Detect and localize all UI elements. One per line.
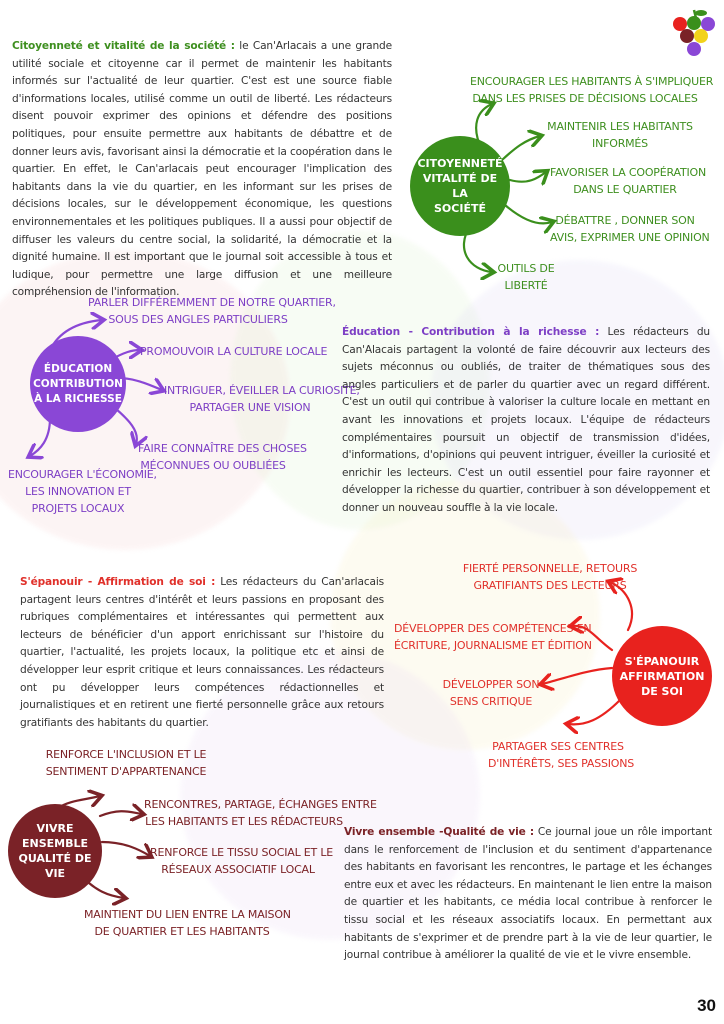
- vivre-body: Ce journal joue un rôle important dans le renforcement de l'inclusion et du sentiment d'appartenance des habitants en favorisant les rencontres, le partage et les échanges entre eux et avec les rédacteurs. En maintenant le lien entre la maison de quartier et les habitants, ce média local contribue à renforcer le tissu social et les réseaux associatifs locaux. En permettant aux habitants de s'exprimer et de prendre part à la vie de leur quartier, le journal contribue à améliorer la qualité de vie et le vivre ensemble.: [344, 826, 712, 962]
- label-line: LES INNOVATION ET: [25, 485, 131, 498]
- education-label-economie: [8, 466, 157, 517]
- education-label-culture: [140, 343, 328, 360]
- label-line: PARTAGER UNE VISION: [189, 401, 311, 414]
- education-label-faire-connaitre: [138, 440, 307, 474]
- label-line: RENFORCE L'INCLUSION ET LE: [45, 748, 207, 761]
- citoyennete-label-debattre: [550, 212, 710, 246]
- grapes-logo-icon: [668, 6, 720, 62]
- citoyennete-label-outils: [486, 260, 566, 294]
- vivre-circle-line: VIVRE: [36, 822, 74, 835]
- citoyennete-label-impliquer: [470, 73, 714, 107]
- epanouir-label-critique: [436, 676, 546, 710]
- vivre-circle: [8, 804, 102, 898]
- label-line: LES HABITANTS ET LES RÉDACTEURS: [145, 815, 343, 828]
- citoyennete-circle-line: CITOYENNETÉ: [417, 157, 503, 170]
- citoyennete-body: le Can'Arlacais a une grande utilité sociale et citoyenne car il permet de maintenir les habitants informés sur l'actualité de leur quartier. C'est est une source fiable d'informations locales, utilisé comme un outil de liberté. Les rédacteurs disent pouvoir exprimer des opinions et défendre des positions politiques, pour ensuite permettre aux habitants de débattre et de donner leurs avis, favorisant ainsi la démocratie et la coopération dans le quartier. En effet, le Can'arlacais peut encourager l'implication des habitants dans la vie du quartier, en les informant sur les prises de décisions locales, sur le développement économique, les questions environnementales et les politiques publiques. Il a aussi pour objectif de diffuser les valeurs du centre social, la solidarité, la démocratie et la dignité humaine. Il est important que le journal soit accessible à tous et ludique, pour permettre une large diffusion et une meilleure compréhension de l'information.: [12, 40, 392, 299]
- education-label-intriguer: [164, 382, 360, 416]
- education-circle-line: ÉDUCATION: [43, 362, 113, 375]
- epanouir-label-fierte: [452, 560, 648, 594]
- label-line: LIBERTÉ: [504, 279, 548, 292]
- epanouir-circle: [612, 626, 712, 726]
- education-circle: [30, 336, 126, 432]
- label-line: RENCONTRES, PARTAGE, ÉCHANGES ENTRE: [144, 798, 377, 811]
- vivre-label-lien: [84, 906, 291, 940]
- education-paragraph: [342, 324, 710, 518]
- label-line: DANS LES PRISES DE DÉCISIONS LOCALES: [472, 92, 698, 105]
- vivre-paragraph: [344, 824, 712, 965]
- label-line: INFORMÉS: [592, 137, 648, 150]
- label-line: SENS CRITIQUE: [449, 695, 533, 708]
- citoyennete-circle-line: SOCIÉTÉ: [434, 202, 486, 215]
- epanouir-circle-line: S'ÉPANOUIR: [624, 654, 700, 668]
- page-number: 30: [697, 996, 716, 1015]
- education-body: Les rédacteurs du Can'Alacais partagent la volonté de faire découvrir aux lecteurs des sujets méconnus ou oubliés, de traiter de thématiques sous des angles particuliers et de parler du quartier avec un regard différent. C'est un outil qui contribue à valoriser la culture locale en mettant en avant les innovations et projets locaux. L'équipe de rédacteurs complémentaires poursuit un objectif de transmission d'idées, d'informations, d'opinions qui peuvent intriguer, éveiller la curiosité et enrichir les lecteurs. C'est un outil essentiel pour faire rayonner et développer la richesse du quartier, contribuer à son développement et donner un nouveau souffle à la vie locale.: [342, 326, 710, 514]
- education-circle-line: CONTRIBUTION: [33, 377, 123, 390]
- vivre-circle-line: ENSEMBLE: [21, 837, 88, 850]
- vivre-circle-line: VIE: [44, 867, 66, 880]
- education-circle-line: À LA RICHESSE: [34, 392, 122, 405]
- label-line: PROJETS LOCAUX: [31, 502, 125, 515]
- label-line: OUTILS DE: [497, 262, 555, 275]
- label-line: ÉCRITURE, JOURNALISME ET ÉDITION: [394, 639, 592, 652]
- citoyennete-circle: [410, 136, 510, 236]
- label-line: DÉVELOPPER SON: [442, 678, 540, 691]
- label-line: DÉBATTRE , DONNER SON: [555, 214, 695, 227]
- label-line: AVIS, EXPRIMER UNE OPINION: [550, 231, 710, 244]
- epanouir-circle-line: AFFIRMATION: [619, 669, 705, 683]
- epanouir-lead: S'épanouir - Affirmation de soi :: [20, 576, 216, 588]
- label-line: FIERTÉ PERSONNELLE, RETOURS: [462, 562, 638, 575]
- citoyennete-paragraph: [12, 38, 392, 302]
- label-line: FAVORISER LA COOPÉRATION: [550, 166, 706, 179]
- education-lead: Éducation - Contribution à la richesse :: [342, 326, 600, 338]
- epanouir-label-competences: [394, 620, 592, 654]
- label-line: MAINTIENT DU LIEN ENTRE LA MAISON: [84, 908, 291, 921]
- citoyennete-label-cooperation: [550, 164, 706, 198]
- label-line: DE QUARTIER ET LES HABITANTS: [94, 925, 270, 938]
- label-line: ENCOURAGER LES HABITANTS À S'IMPLIQUER: [470, 75, 714, 88]
- epanouir-body: Les rédacteurs du Can'arlacais partagent leurs centres d'intérêt et leurs passions en proposant des rubriques complémentaires et intéressantes qui permettent aux lecteurs de bénéficier d'un apport enrichissant sur l'histoire du quartier, l'actualité, les projets locaux, la politique etc et ainsi de développer leur esprit critique et leurs connaissances. Les rédacteurs ont pu développer leurs compétences rédactionnelles et journalistiques et en retirent une fierté personnelle grâce aux retours gratifiants des habitants du quartier.: [20, 576, 384, 729]
- label-line: RENFORCE LE TISSU SOCIAL ET LE: [150, 846, 334, 859]
- label-line: SOUS DES ANGLES PARTICULIERS: [108, 313, 288, 326]
- vivre-lead: Vivre ensemble -Qualité de vie :: [344, 826, 534, 838]
- label-line: DÉVELOPPER DES COMPÉTENCES EN: [394, 622, 592, 635]
- epanouir-label-partager: [488, 738, 635, 772]
- vivre-circle-line: QUALITÉ DE: [18, 852, 92, 865]
- label-line: D'INTÉRÊTS, SES PASSIONS: [488, 757, 635, 770]
- vivre-label-rencontres: [144, 796, 377, 830]
- label-line: SENTIMENT D'APPARTENANCE: [45, 765, 207, 778]
- citoyennete-label-informes: [540, 118, 700, 152]
- label-line: DANS LE QUARTIER: [573, 183, 677, 196]
- label-line: MÉCONNUES OU OUBLIÉES: [140, 459, 286, 472]
- label-line: MAINTENIR LES HABITANTS: [547, 120, 693, 133]
- label-line: INTRIGUER, ÉVEILLER LA CURIOSITÉ,: [164, 384, 360, 397]
- label-line: GRATIFIANTS DES LECTEURS: [473, 579, 627, 592]
- label-line: RÉSEAUX ASSOCIATIF LOCAL: [161, 863, 315, 876]
- epanouir-paragraph: [20, 574, 384, 732]
- citoyennete-circle-line: VITALITÉ DE LA: [422, 172, 498, 200]
- vivre-label-inclusion: [44, 746, 208, 780]
- label-line: ENCOURAGER L'ÉCONOMIE,: [8, 468, 157, 481]
- citoyennete-lead: Citoyenneté et vitalité de la société :: [12, 40, 235, 52]
- vivre-label-tissu: [150, 844, 334, 878]
- label-line: PARLER DIFFÉREMMENT DE NOTRE QUARTIER,: [88, 296, 336, 309]
- label-line: FAIRE CONNAÎTRE DES CHOSES: [138, 442, 307, 455]
- label-line: PARTAGER SES CENTRES: [492, 740, 624, 753]
- education-label-parler: [88, 294, 336, 328]
- label-line: PROMOUVOIR LA CULTURE LOCALE: [140, 345, 328, 358]
- epanouir-circle-line: DE SOI: [641, 684, 683, 698]
